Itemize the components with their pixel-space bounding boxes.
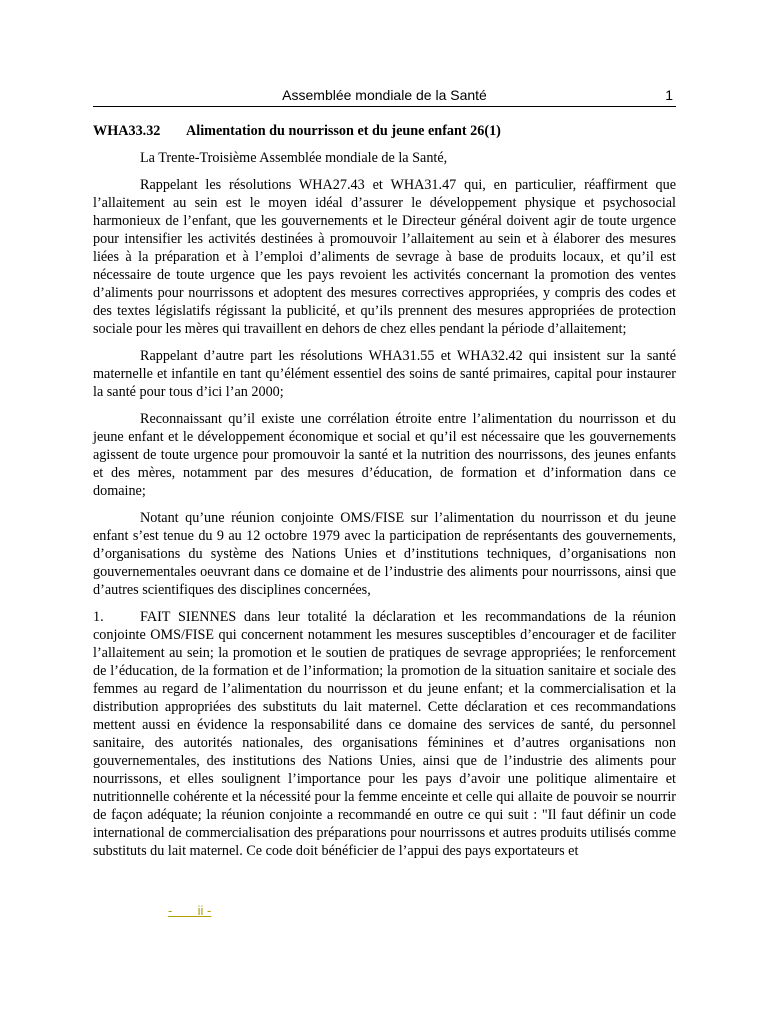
header-title: Assemblée mondiale de la Santé [282,87,487,103]
page-number: 1 [665,87,673,103]
page-header [93,86,676,107]
paragraph-rappelant-1: Rappelant les résolutions WHA27.43 et WHA31.47 qui, en particulier, réaffirment que l’allaitement au sein est le moyen idéal d’assurer le développement physique et psychosocial harmonieux de l’enfant, que les gouvernements et le Directeur général doivent agir de toute urgence pour intensifier les activités destinées à promouvoir l’allaitement au sein et à élaborer des mesures liées à la préparation et à l’emploi d’aliments de sevrage à base de produits locaux, et qu’il est nécessaire de toute urgence que les pays revoient les activités concernant la promotion des ventes d’aliments pour nourrissons et adoptent des mesures correctives appropriées, y compris des codes et des textes législatifs régissant la publicité, et qu’ils prennent des mesures appropriées de protection sociale pour les mères qui travaillent en dehors de chez elles pendant la période d’allaitement; [93,177,676,337]
item-text: FAIT SIENNES dans leur totalité la déclaration et les recommandations de la réunion conjointe OMS/FISE qui concernent notamment les mesures susceptibles d’encourager et de faciliter l’allaitement au sein; la promotion et le soutien de pratiques de sevrage appropriées; le renforcement de l’éducation, de la formation et de l’information; la promotion de la situation sanitaire et sociale des femmes au regard de l’alimentation du nourrisson et du jeune enfant; et la commercialisation et la distribution appropriées des substituts du lait maternel. Cette déclaration et ces recommandations mettent aussi en évidence la responsabilité dans ce domaine des services de santé, du personnel sanitaire, des autorités nationales, des organisations féminines et d’autres organisations non gouvernementales, des institutions des Nations Unies, ainsi que de l’industrie des aliments pour nourrissons, et elles soulignent l’importance pour les pays d’avoir une politique alimentaire et nutritionnelle cohérente et la nécessité pour la femme enceinte et celle qui allaite de pouvoir se nourrir de façon adéquate; la réunion conjointe a recommandé en outre ce qui suit : "Il faut définir un code international de commercialisation des préparations pour nourrissons et autres produits utilisés comme substituts du lait maternel. Ce code doit bénéficier de l’appui des pays exportateurs et [93,609,676,859]
document-body [93,122,676,869]
resolution-title: Alimentation du nourrisson et du jeune enfant 26(1) [186,123,501,139]
resolution-number: WHA33.32 [93,123,161,139]
paragraph-preamble: La Trente-Troisième Assemblée mondiale de la Santé, [140,150,448,166]
item-number: 1. [93,609,104,625]
paragraph-rappelant-2: Rappelant d’autre part les résolutions WHA31.55 et WHA32.42 qui insistent sur la santé maternelle et infantile en tant qu’élément essentiel des soins de santé primaires, capital pour instaurer la santé pour tous d’ici l’an 2000; [93,348,676,400]
paragraph-notant: Notant qu’une réunion conjointe OMS/FISE sur l’alimentation du nourrisson et du jeune enfant s’est tenue du 9 au 12 octobre 1979 avec la participation de représentants des gouvernements, d’organisations du système des Nations Unies et d’institutions techniques, d’organisations non gouvernementales oeuvrant dans ce domaine et de l’industrie des aliments pour nourrissons, ainsi que d’autres scientifiques des disciplines concernées, [93,510,676,598]
operative-item-1 [93,608,676,860]
page-link[interactable]: - ii - [168,903,212,918]
paragraph-reconnaissant: Reconnaissant qu’il existe une corrélation étroite entre l’alimentation du nourrisson et du jeune enfant et le développement économique et social et qu’il est nécessaire que les gouvernements agissent de toute urgence pour promouvoir la santé et la nutrition des nourrissons, des jeunes enfants et des mères, notamment par des mesures d’éducation, de formation et d’information dans ce domaine; [93,411,676,499]
resolution-heading [93,122,676,140]
